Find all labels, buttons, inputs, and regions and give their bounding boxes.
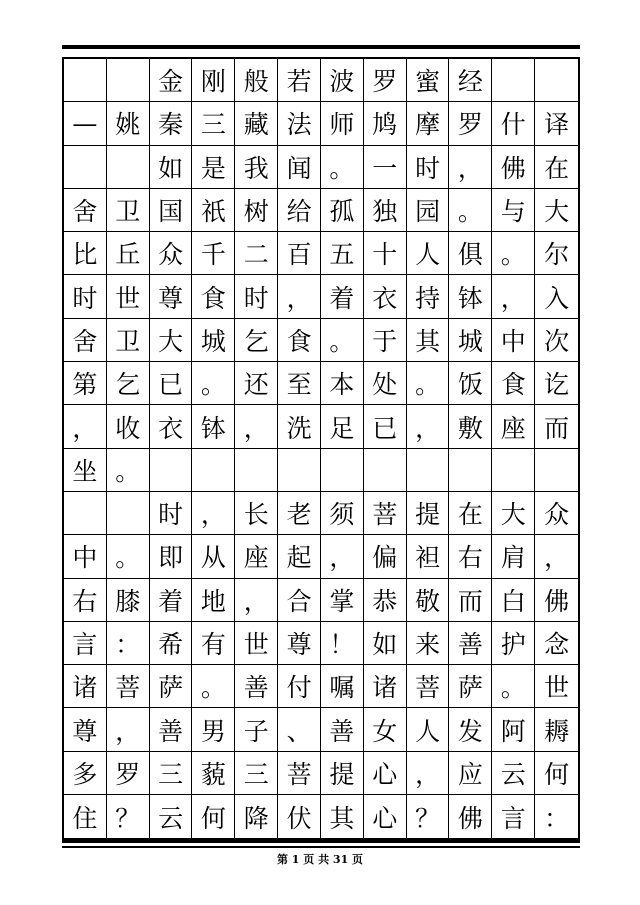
grid-cell: 洗 — [278, 405, 321, 448]
grid-cell: ， — [235, 405, 278, 448]
grid-cell: 而 — [535, 405, 578, 448]
grid-cell: 城 — [449, 319, 492, 362]
grid-cell: 座 — [235, 535, 278, 578]
grid-cell: 中 — [492, 319, 535, 362]
grid-cell: 食 — [278, 319, 321, 362]
grid-cell — [492, 449, 535, 492]
grid-cell: 云 — [492, 752, 535, 795]
grid-cell — [278, 449, 321, 492]
grid-cell: 嘱 — [321, 665, 364, 708]
grid-cell: 女 — [364, 708, 407, 751]
grid-cell: 藏 — [235, 102, 278, 145]
grid-cell: 众 — [150, 232, 193, 275]
grid-cell: 次 — [535, 319, 578, 362]
grid-cell: 时 — [407, 146, 450, 189]
grid-cell: 菩 — [364, 492, 407, 535]
grid-cell: ？ — [407, 795, 450, 838]
grid-cell: 秦 — [150, 102, 193, 145]
character-grid — [62, 57, 580, 840]
grid-cell: 金 — [150, 59, 193, 102]
grid-cell: 子 — [235, 708, 278, 751]
grid-cell: 本 — [321, 362, 364, 405]
grid-cell: 尔 — [535, 232, 578, 275]
grid-cell: 袒 — [407, 535, 450, 578]
grid-cell: 罗 — [364, 59, 407, 102]
grid-cell: 译 — [535, 102, 578, 145]
grid-cell — [321, 449, 364, 492]
grid-cell: 着 — [321, 275, 364, 318]
grid-cell: 白 — [492, 579, 535, 622]
grid-cell: 入 — [535, 275, 578, 318]
grid-cell: 。 — [492, 665, 535, 708]
grid-cell: 多 — [64, 752, 107, 795]
grid-cell: 善 — [321, 708, 364, 751]
grid-cell: 。 — [107, 535, 150, 578]
grid-cell: — — [64, 102, 107, 145]
grid-cell — [492, 59, 535, 102]
grid-cell: 祇 — [192, 189, 235, 232]
grid-cell: 乞 — [107, 362, 150, 405]
grid-cell: 孤 — [321, 189, 364, 232]
grid-cell: 国 — [150, 189, 193, 232]
grid-cell: ， — [449, 146, 492, 189]
grid-cell: 已 — [150, 362, 193, 405]
grid-cell: 善 — [150, 708, 193, 751]
grid-cell: 男 — [192, 708, 235, 751]
grid-cell: 师 — [321, 102, 364, 145]
grid-cell: 钵 — [449, 275, 492, 318]
grid-cell: 般 — [235, 59, 278, 102]
grid-cell — [449, 449, 492, 492]
grid-cell: 十 — [364, 232, 407, 275]
grid-cell: 有 — [192, 622, 235, 665]
grid-cell: 舍 — [64, 319, 107, 362]
grid-cell: 膝 — [107, 579, 150, 622]
grid-cell — [64, 146, 107, 189]
bottom-rule-thin — [62, 846, 580, 848]
grid-cell: 合 — [278, 579, 321, 622]
grid-cell: 什 — [492, 102, 535, 145]
grid-cell: 树 — [235, 189, 278, 232]
grid-cell: 中 — [64, 535, 107, 578]
grid-cell: 三 — [150, 752, 193, 795]
grid-cell: 着 — [150, 579, 193, 622]
grid-cell: 座 — [492, 405, 535, 448]
grid-cell: ， — [64, 405, 107, 448]
grid-cell: 菩 — [407, 665, 450, 708]
grid-cell: 敷 — [449, 405, 492, 448]
grid-cell: 伏 — [278, 795, 321, 838]
grid-cell: 三 — [192, 102, 235, 145]
grid-cell: 舍 — [64, 189, 107, 232]
grid-cell: 坐 — [64, 449, 107, 492]
grid-cell: 应 — [449, 752, 492, 795]
grid-cell: 右 — [64, 579, 107, 622]
grid-cell: 佛 — [449, 795, 492, 838]
grid-cell: 至 — [278, 362, 321, 405]
grid-cell: 摩 — [407, 102, 450, 145]
grid-cell: 给 — [278, 189, 321, 232]
grid-cell: 衣 — [150, 405, 193, 448]
grid-cell — [64, 59, 107, 102]
grid-cell: 须 — [321, 492, 364, 535]
grid-cell: ， — [407, 752, 450, 795]
grid-cell: 时 — [64, 275, 107, 318]
grid-cell: 罗 — [107, 752, 150, 795]
grid-cell: 人 — [407, 708, 450, 751]
grid-cell: 住 — [64, 795, 107, 838]
grid-cell: 还 — [235, 362, 278, 405]
grid-cell: 经 — [449, 59, 492, 102]
grid-cell: 罗 — [449, 102, 492, 145]
grid-cell: 尊 — [150, 275, 193, 318]
grid-cell: 降 — [235, 795, 278, 838]
grid-cell: 佛 — [535, 579, 578, 622]
grid-cell: 。 — [407, 362, 450, 405]
grid-cell: 萨 — [150, 665, 193, 708]
grid-cell: 何 — [192, 795, 235, 838]
grid-cell: 已 — [364, 405, 407, 448]
grid-cell: 卫 — [107, 189, 150, 232]
grid-cell: 园 — [407, 189, 450, 232]
grid-cell: 。 — [107, 449, 150, 492]
grid-cell: 比 — [64, 232, 107, 275]
grid-cell: 人 — [407, 232, 450, 275]
grid-cell: 收 — [107, 405, 150, 448]
grid-cell: 我 — [235, 146, 278, 189]
grid-cell: 善 — [449, 622, 492, 665]
grid-cell: 大 — [150, 319, 193, 362]
grid-cell: 发 — [449, 708, 492, 751]
grid-cell: 念 — [535, 622, 578, 665]
grid-cell: 护 — [492, 622, 535, 665]
grid-cell — [64, 492, 107, 535]
grid-cell: 老 — [278, 492, 321, 535]
grid-cell: 卫 — [107, 319, 150, 362]
grid-cell: 刚 — [192, 59, 235, 102]
grid-cell: 世 — [107, 275, 150, 318]
grid-cell: 起 — [278, 535, 321, 578]
grid-cell: 时 — [150, 492, 193, 535]
grid-cell: 持 — [407, 275, 450, 318]
grid-cell: ， — [278, 275, 321, 318]
grid-cell: 恭 — [364, 579, 407, 622]
grid-cell: 掌 — [321, 579, 364, 622]
grid-cell: 时 — [235, 275, 278, 318]
bottom-rule — [62, 840, 580, 843]
grid-cell: 菩 — [278, 752, 321, 795]
grid-cell: 敬 — [407, 579, 450, 622]
grid-cell: ， — [107, 708, 150, 751]
grid-cell: ： — [107, 622, 150, 665]
grid-cell: 在 — [535, 146, 578, 189]
grid-cell: 独 — [364, 189, 407, 232]
grid-cell: 诸 — [64, 665, 107, 708]
grid-cell: 来 — [407, 622, 450, 665]
grid-cell: 从 — [192, 535, 235, 578]
grid-cell: 言 — [64, 622, 107, 665]
grid-cell — [107, 146, 150, 189]
grid-cell: ， — [535, 535, 578, 578]
grid-cell: 。 — [492, 232, 535, 275]
grid-cell: 如 — [150, 146, 193, 189]
grid-cell: 丘 — [107, 232, 150, 275]
grid-cell: 诸 — [364, 665, 407, 708]
grid-cell: ， — [321, 535, 364, 578]
grid-cell: 希 — [150, 622, 193, 665]
grid-cell — [235, 449, 278, 492]
grid-cell: ？ — [107, 795, 150, 838]
grid-cell: 大 — [535, 189, 578, 232]
grid-cell: 尊 — [64, 708, 107, 751]
grid-cell: 阿 — [492, 708, 535, 751]
grid-cell: 食 — [492, 362, 535, 405]
grid-cell: 心 — [364, 795, 407, 838]
grid-cell: 而 — [449, 579, 492, 622]
grid-cell — [535, 59, 578, 102]
grid-cell: 三 — [235, 752, 278, 795]
grid-cell: 即 — [150, 535, 193, 578]
grid-cell: 鸠 — [364, 102, 407, 145]
grid-cell: ： — [544, 803, 570, 833]
page-number-footer: 第 1 页 共 31 页 — [276, 853, 364, 866]
grid-cell — [364, 449, 407, 492]
grid-cell: 萨 — [449, 665, 492, 708]
grid-cell: 何 — [535, 752, 578, 795]
grid-cell: 乞 — [235, 319, 278, 362]
grid-cell: 二 — [235, 232, 278, 275]
grid-cell: 与 — [492, 189, 535, 232]
grid-cell: 。 — [449, 189, 492, 232]
grid-cell: 衣 — [364, 275, 407, 318]
grid-cell: 其 — [407, 319, 450, 362]
grid-cell: 闻 — [278, 146, 321, 189]
grid-cell: 长 — [235, 492, 278, 535]
grid-cell — [535, 449, 578, 492]
grid-cell: 足 — [321, 405, 364, 448]
grid-cell: ， — [407, 405, 450, 448]
grid-cell: 处 — [364, 362, 407, 405]
grid-cell: ， — [192, 492, 235, 535]
grid-cell: 世 — [535, 665, 578, 708]
grid-cell: 右 — [449, 535, 492, 578]
grid-cell: 。 — [321, 319, 364, 362]
grid-cell: 食 — [192, 275, 235, 318]
grid-cell: 。 — [192, 665, 235, 708]
grid-cell: 。 — [321, 146, 364, 189]
grid-cell: 法 — [278, 102, 321, 145]
grid-cell: 藐 — [192, 752, 235, 795]
grid-cell — [192, 449, 235, 492]
grid-cell: 波 — [321, 59, 364, 102]
grid-cell: 俱 — [449, 232, 492, 275]
grid-cell: ！ — [321, 622, 364, 665]
grid-cell: ， — [235, 579, 278, 622]
grid-cell: 其 — [321, 795, 364, 838]
grid-cell: 言 — [492, 795, 535, 838]
grid-cell: 于 — [364, 319, 407, 362]
grid-cell: 付 — [278, 665, 321, 708]
grid-cell: 众 — [535, 492, 578, 535]
grid-cell: 第 — [64, 362, 107, 405]
grid-cell: 提 — [407, 492, 450, 535]
grid-cell: 耨 — [535, 708, 578, 751]
grid-cell: 大 — [492, 492, 535, 535]
grid-cell: 五 — [321, 232, 364, 275]
grid-cell: 提 — [321, 752, 364, 795]
top-rule — [62, 45, 580, 49]
grid-cell: 善 — [235, 665, 278, 708]
grid-cell: 肩 — [492, 535, 535, 578]
grid-cell — [107, 492, 150, 535]
grid-cell: 在 — [449, 492, 492, 535]
grid-cell: 佛 — [492, 146, 535, 189]
grid-cell: 饭 — [449, 362, 492, 405]
grid-cell — [107, 59, 150, 102]
grid-cell: ， — [492, 275, 535, 318]
grid-cell: 尊 — [278, 622, 321, 665]
grid-cell: 讫 — [535, 362, 578, 405]
grid-cell: 钵 — [192, 405, 235, 448]
grid-cell: 百 — [278, 232, 321, 275]
grid-cell: 。 — [192, 362, 235, 405]
grid-cell: 世 — [235, 622, 278, 665]
grid-cell: 姚 — [107, 102, 150, 145]
grid-cell: 心 — [364, 752, 407, 795]
grid-cell: 云 — [150, 795, 193, 838]
grid-cell: 是 — [192, 146, 235, 189]
grid-cell: 菩 — [107, 665, 150, 708]
grid-cell: 一 — [364, 146, 407, 189]
grid-cell: 如 — [364, 622, 407, 665]
grid-cell — [407, 449, 450, 492]
grid-cell: 地 — [192, 579, 235, 622]
grid-cell: 千 — [192, 232, 235, 275]
grid-cell: 、 — [278, 708, 321, 751]
grid-cell: 偏 — [364, 535, 407, 578]
grid-cell: 若 — [278, 59, 321, 102]
grid-cell: 蜜 — [407, 59, 450, 102]
grid-cell — [150, 449, 193, 492]
grid-cell: 城 — [192, 319, 235, 362]
